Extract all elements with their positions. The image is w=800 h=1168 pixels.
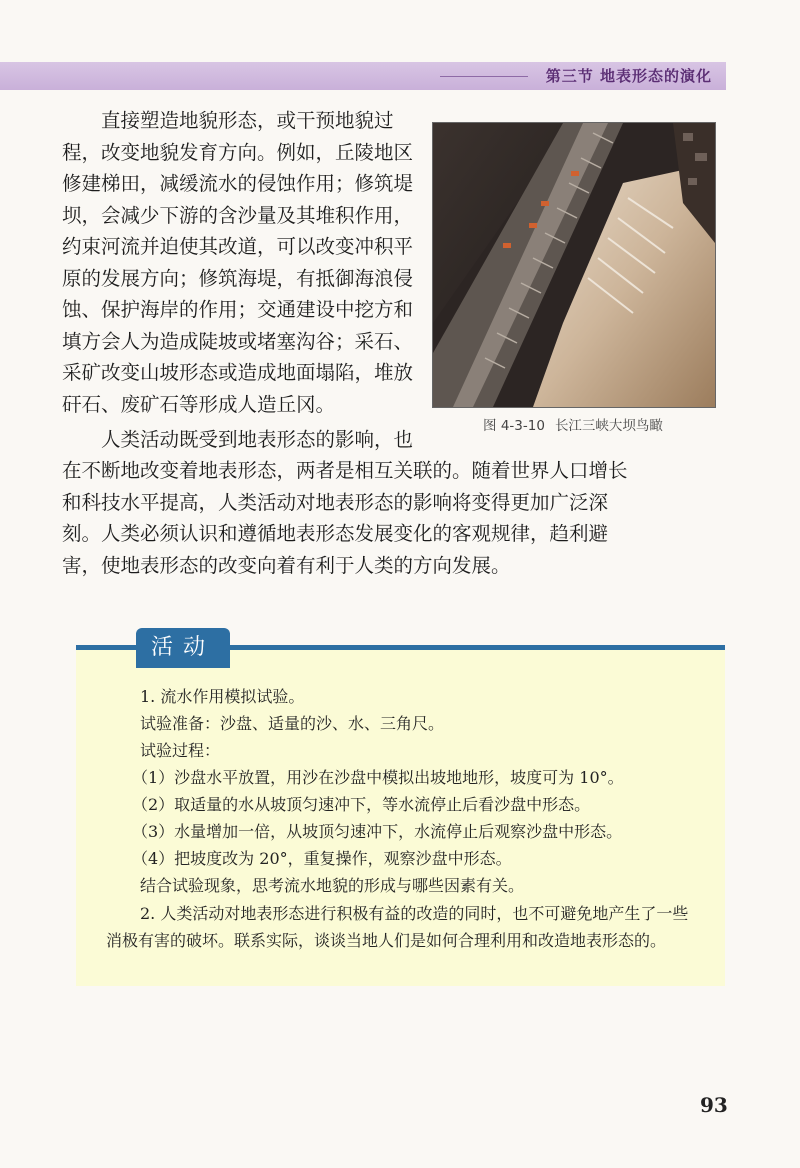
figure-caption <box>432 414 714 434</box>
figure-caption-text: 长江三峡大坝鸟瞰 <box>554 418 663 434</box>
activity-prep: 试验准备：沙盘、适量的沙、水、三角尺。 <box>140 714 445 733</box>
activity-conclusion: 结合试验现象，思考流水地貌的形成与哪些因素有关。 <box>140 876 525 895</box>
header-rule <box>440 76 528 77</box>
activity-step-3: （3）水量增加一倍，从坡顶匀速冲下，水流停止后观察沙盘中形态。 <box>132 822 623 841</box>
three-gorges-dam-photo <box>432 122 716 408</box>
figure-number: 图 4-3-10 <box>483 418 545 434</box>
body-paragraph-2-continued: 在不断地改变着地表形态，两者是相互关联的。随着世界人口增长和科技水平提高，人类活动对地表形态的影响将变得更加广泛深刻。人类必须认识和遵循地表形态发展变化的客观规律，趋利避害，使地表形态的改变向着有利于人类的方向发展。 <box>62 459 628 577</box>
activity-step-2: （2）取适量的水从坡顶匀速冲下，等水流停止后看沙盘中形态。 <box>132 795 591 814</box>
activity-process-label: 试验过程： <box>140 741 221 760</box>
activity-tab: 活动 <box>136 628 230 668</box>
page-number: 93 <box>700 1093 728 1117</box>
section-title: 第三节 地表形态的演化 <box>545 67 712 85</box>
activity-item-2: 2. 人类活动对地表形态进行积极有益的改造的同时，也不可避免地产生了一些消极有害的破坏。联系实际，谈谈当地人们是如何合理利用和改造地表形态的。 <box>106 904 689 950</box>
activity-item-1-title: 1. 流水作用模拟试验。 <box>140 687 305 706</box>
activity-step-4: （4）把坡度改为 20°，重复操作，观察沙盘中形态。 <box>132 849 512 868</box>
body-paragraph-2-start: 人类活动既受到地表形态的影响，也 <box>101 428 414 451</box>
body-paragraph-1: 直接塑造地貌形态，或干预地貌过程，改变地貌发育方向。例如，丘陵地区修建梯田，减缓流水的侵蚀作用；修筑堤坝，会减少下游的含沙量及其堆积作用，约束河流并迫使其改道，可以改变冲积平原的发展方向；修筑海堤，有抵御海浪侵蚀、保护海岸的作用；交通建设中挖方和填方会人为造成陡坡或堵塞沟谷；采石、采矿改变山坡形态或造成地面塌陷，堆放矸石、废矿石等形成人造丘冈。 <box>62 109 414 416</box>
activity-step-1: （1）沙盘水平放置，用沙在沙盘中模拟出坡地地形，坡度可为 10°。 <box>132 768 624 787</box>
